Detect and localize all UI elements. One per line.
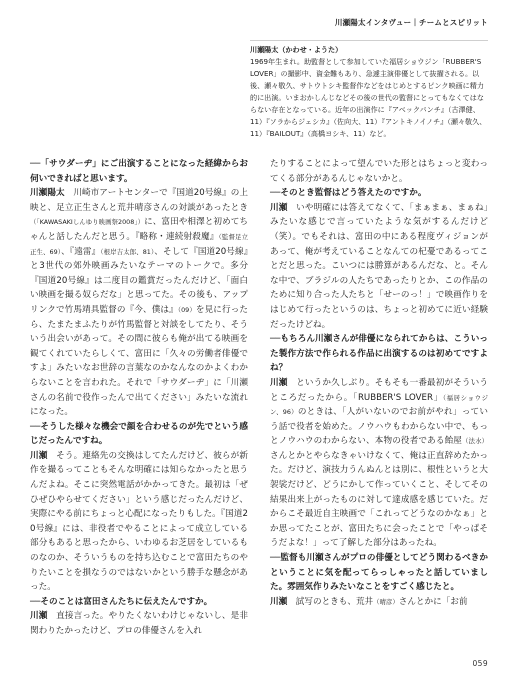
answer-text: そう。連絡先の交換はしてたんだけど、彼らが新作を撮るってこともそんな明確には知らなかったと思うんだよね。そこに突然電話がかかってきた。最初は「ぜひぜひやらせてください」という感じだったんだけど、実際にやる前にちょっと心配になったりもした。『国道20号線』には、非役者でやることによって成立している部分もあると思ったから、いわゆるお芝居をしているものなのか、そういうものを持ち込むことで富田たちのやりたいことを損なうのではないかという勝手な懸念があった。 [30, 450, 248, 593]
answer-text: 、『遠雷』 [61, 246, 101, 257]
answer-continued: たりすることによって望んでいた形とはちょっと変わってくる部分があるんじゃないかと。 [270, 159, 488, 184]
annotation: （根岸吉太郎、81） [100, 247, 155, 256]
speaker-label: 川瀬陽太 [30, 188, 65, 199]
profile-box [250, 44, 488, 140]
annotation: （「KAWASAKIしんゆり映画祭2008」） [30, 218, 145, 227]
answer-text: さんとかに「お前 [398, 596, 468, 607]
question: ──監督も川瀬さんがプロの俳優としてどう関わるべきかということに気を配ってらっしゃったと話していました。雰囲気作りみたいなことをすごく感じたと。 [270, 553, 488, 593]
profile-name: 川瀬陽太（かわせ・ようた） [250, 45, 343, 54]
answer-text: 川崎市アートセンターで『国道20号線』の上映と、足立正生さんと荒井晴彦さんの対談があったとき [30, 188, 248, 213]
answer [270, 376, 488, 551]
question: ──そのとき監督はどう答えたのですか。 [270, 188, 427, 199]
right-column [270, 157, 488, 609]
question: ──そのことは富田さんたちに伝えたんですか。 [30, 596, 213, 607]
answer-text: に、富田や相澤と初めてちゃんと話したんだと思う。『略称・連続射殺魔』 [30, 217, 248, 242]
answer [270, 595, 488, 610]
answer-text: 直接言った。やりたくないわけじゃないし、是非関わりたかったけど、プロの俳優さんを入れ [30, 611, 248, 636]
speaker-label: 川瀬 [270, 202, 288, 213]
answer [30, 609, 248, 638]
answer-text: というか久しぶり。そもそも一番最初がそういうところだったから。「RUBBER'S LOVER」 [270, 377, 488, 403]
page-number: 059 [472, 659, 488, 668]
answer-text: 試写のときも、荒井 [287, 596, 374, 607]
speaker-label: 川瀬 [30, 611, 48, 622]
annotation: （晴彦） [373, 597, 399, 606]
annotation: （法水） [462, 437, 488, 446]
annotation: （福居ショウジン、96） [270, 393, 489, 417]
speaker-label: 川瀬 [30, 450, 48, 461]
speaker-label: 川瀬 [270, 596, 288, 607]
question: ──もちろん川瀬さんが俳優になられてからは、こういった製作方法で作られる作品に出演するのは初めてですよね？ [270, 334, 488, 374]
speaker-label: 川瀬 [270, 377, 288, 388]
answer-text: さんとかとやらなきゃいけなくて、俺は正直辞めたかった。だけど、演技力うんぬんとは別に、根性というと大袈裟だけど、どうにかして作っていくこと、そしてその結果出来上がったものに対して達成感を感じていた。だからこそ最近自主映画で「これってどうなのかなぁ」とか思ってたことが、富田たちに会ったことで「やっぱそうだよな！」って了解した部分はあったね。 [270, 450, 488, 549]
question: ──そうした様々な機会で顔を合わせるのが先でという感じだったんですね。 [30, 421, 248, 447]
answer [30, 186, 248, 420]
answer-text: のときは、「人がいないのでお前がやれ」っていう話で役者を始めた。ノウハウもわからない中で、もっとノウハウのわからない、本物の役者である飴屋 [270, 407, 488, 447]
answer [270, 201, 488, 332]
question: ──「サウダーヂ」にご出演することになった経緯からお伺いできればと思います。 [30, 159, 248, 184]
annotation: （監督足立正生、69） [30, 232, 248, 256]
answer-text: いや明確には答えてなくて、「まぁまぁ、まぁね」みたいな感じで言っていたような気がするんだけど（笑）。でもそれは、富田の中にある程度ヴィジョンがあって、俺が考えていることなんての杞憂であるってことだと思った。こいつには勝算があるんだな、と。そんな中で、ブラジルの人たちであったりとか、この作品のために知り合った人たちと「せーのっ！」で映画作りをはじめて行ったというのは、ちょっと初めてに近い経験だったけどね。 [270, 202, 488, 330]
answer-text: 、そして『国道20号線』と3世代の郊外映画みたいなテーマのトークで。多分『国道20号線』は二度目の鑑賞だったんだけど、「面白い映画を撮る奴らだな」と思ってた。その後も、アップリンクで竹馬靖具監督の『今、僕は』 [30, 246, 249, 315]
answer [30, 449, 248, 595]
running-header: 川瀬陽太インタヴュー｜チームとスピリット [334, 18, 488, 27]
profile-text: 1969年生まれ。助監督として参加していた福居ショウジン「RUBBER'S LOVER」の撮影中、資金難もあり、急遽主演俳優として抜擢される。以後、瀬々敬久、サトウトシキ監督作などをはじめとするピンク映画に精力的に出演。いまおかしんじなどその後の世代の監督にとってもなくてはならない存在となっている。近年の出演作に『アベックパンチ』（古澤健、11）『ソラからジェシカ』（佐向大、11）『アントキノイノチ』（瀬々敬久、11）『BAILOUT』（高橋ヨシキ、11）など。 [250, 57, 487, 138]
bio-divider [250, 40, 488, 41]
answer-text: を見に行ったら、たまたまふたりが竹馬監督と対談をしてたり、そういう出会いがあって。その間に彼らも俺が出てる映画を観てくれていたらしくて、富田に「久々の労働者俳優ですよ」みたいなお世辞の言葉なのかなんなのかよくわからないことを言われた。それで「サウダーヂ」に「川瀬さんの名前で役作ったんで出てください」みたいな流れになった。 [30, 304, 248, 418]
annotation: （09） [177, 305, 196, 314]
left-column [30, 157, 248, 639]
